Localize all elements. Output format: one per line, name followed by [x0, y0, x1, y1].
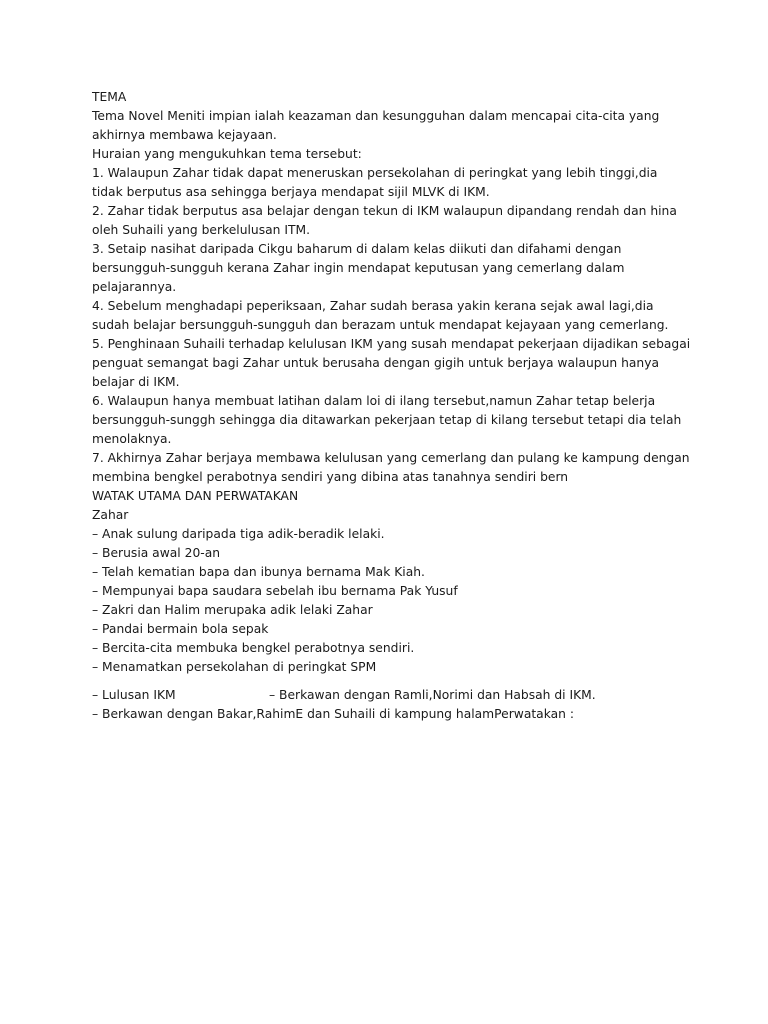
huraian-intro: Huraian yang mengukuhkan tema tersebut: — [92, 147, 362, 161]
trait-8: – Menamatkan persekolahan di peringkat SPM — [92, 660, 377, 674]
trait-3: – Telah kematian bapa dan ibunya bernama Mak Kiah. — [92, 565, 425, 579]
trait-1: – Anak sulung daripada tiga adik-beradik lelaki. — [92, 527, 385, 541]
trait-row-right: – Berkawan dengan Ramli,Norimi dan Habsah di IKM. — [269, 688, 596, 702]
heading-tema: TEMA — [92, 90, 127, 104]
trait-2: – Berusia awal 20-an — [92, 546, 221, 560]
character-name: Zahar — [92, 508, 129, 522]
trait-7: – Bercita-cita membuka bengkel perabotnya sendiri. — [92, 641, 415, 655]
point-5: 5. Penghinaan Suhaili terhadap kelulusan IKM yang susah mendapat pekerjaan dijadikan sebagai penguat semangat bagi Zahar untuk berusaha dengan gigih untuk berjaya walaupun hanya belajar di IKM. — [92, 337, 691, 389]
trait-row — [92, 686, 692, 705]
heading-watak: WATAK UTAMA DAN PERWATAKAN — [92, 489, 299, 503]
tema-statement: Tema Novel Meniti impian ialah keazaman dan kesungguhan dalam mencapai cita-cita yang akhirnya membawa kejayaan. — [92, 109, 660, 142]
point-2: 2. Zahar tidak berputus asa belajar dengan tekun di IKM walaupun dipandang rendah dan hina oleh Suhaili yang berkelulusan ITM. — [92, 204, 677, 237]
point-4: 4. Sebelum menghadapi peperiksaan, Zahar sudah berasa yakin kerana sejak awal lagi,dia sudah belajar bersungguh-sungguh dan berazam untuk mendapat kejayaan yang cemerlang. — [92, 299, 669, 332]
document-page — [92, 88, 692, 724]
trait-4: – Mempunyai bapa saudara sebelah ibu bernama Pak Yusuf — [92, 584, 458, 598]
trait-6: – Pandai bermain bola sepak — [92, 622, 269, 636]
trait-5: – Zakri dan Halim merupaka adik lelaki Zahar — [92, 603, 373, 617]
trait-row-left: – Lulusan IKM — [92, 688, 176, 702]
point-7: 7. Akhirnya Zahar berjaya membawa kelulusan yang cemerlang dan pulang ke kampung dengan membina bengkel perabotnya sendiri yang dibina atas tanahnya sendiri bern — [92, 451, 690, 484]
point-6: 6. Walaupun hanya membuat latihan dalam loi di ilang tersebut,namun Zahar tetap belerja bersungguh-sunggh sehingga dia ditawarkan pekerjaan tetap di kilang tersebut tetapi dia telah menolaknya. — [92, 394, 682, 446]
point-3: 3. Setaip nasihat daripada Cikgu baharum di dalam kelas diikuti dan difahami dengan bersungguh-sungguh kerana Zahar ingin mendapat keputusan yang cemerlang dalam pelajarannya. — [92, 242, 625, 294]
trait-last: – Berkawan dengan Bakar,RahimE dan Suhaili di kampung halamPerwatakan : — [92, 707, 574, 721]
point-1: 1. Walaupun Zahar tidak dapat meneruskan persekolahan di peringkat yang lebih tinggi,dia tidak berputus asa sehingga berjaya mendapat sijil MLVK di IKM. — [92, 166, 658, 199]
